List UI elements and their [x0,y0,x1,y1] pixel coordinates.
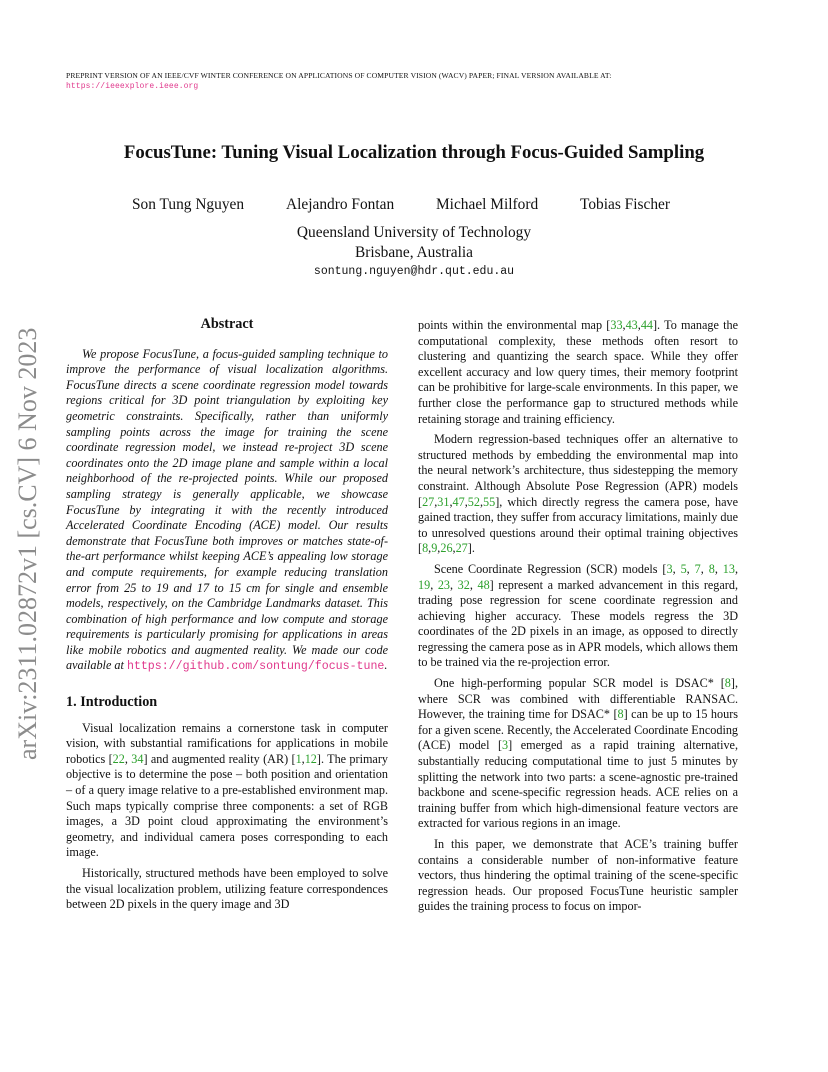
citation-link[interactable]: 5 [680,561,687,576]
affiliation-location: Brisbane, Australia [355,244,473,261]
intro-paragraph-1 [66,721,388,861]
citation-link[interactable]: 3 [502,738,509,753]
text-run: ] can be up to 15 hours for a given scene. Recently, the Accelerated Coordinate Encoding (ACE) model [ [418,707,739,753]
preprint-notice: PREPRINT VERSION OF AN IEEE/CVF WINTER CONFERENCE ON APPLICATIONS OF COMPUTER VISION (WACV) PAPER; FINAL VERSION AVAILABLE AT: [66,71,612,80]
author-1: Son Tung Nguyen [132,196,245,213]
text-run: ], where SCR was combined with differentiable RANSAC. However, the training time for DSAC* [ [418,676,738,722]
header-url-link[interactable]: https://ieeexplore.ieee.org [66,82,199,91]
text-run: , [449,494,453,509]
text-run: ]. To manage the computational complexity, these methods often resort to clustering and quantizing the search space. While they offer excellent accuracy and low query times, their memory footprint can be prohibitive for large-scale environments. In this paper, we further close the performance gap to structured methods while retaining storage and training efficiency. [418,318,738,426]
affiliation [0,223,828,263]
citation-link[interactable]: 12 [304,751,317,766]
text-run: , [464,494,468,509]
citation-link[interactable]: 47 [452,494,465,509]
text-run: , [428,541,432,556]
text-run: , [469,577,478,592]
author-2: Alejandro Fontan [286,196,395,213]
paper-title: FocusTune: Tuning Visual Localization through Focus-Guided Sampling [123,142,705,163]
left-column [66,317,388,913]
text-run: Scene Coordinate Regression (SCR) models [ [434,561,667,576]
text-run: , [450,577,458,592]
citation-link[interactable]: 43 [625,318,638,332]
citation-link[interactable]: 26 [440,541,453,556]
text-run: , [430,577,438,592]
abstract-text [66,347,388,675]
text-run: ] and augmented reality (AR) [ [143,751,296,766]
text-run: , [479,494,483,509]
abstract-end: . [384,658,388,673]
citation-link[interactable]: 27 [455,541,468,556]
citation-link[interactable]: 23 [437,577,451,592]
abstract-heading: Abstract [200,316,254,332]
text-run: , [672,561,681,576]
affiliation-institution: Queensland University of Technology [296,224,532,241]
citation-link[interactable]: 33 [610,318,623,332]
body-paragraph-5: In this paper, we demonstrate that ACE’s training buffer contains a considerable number of non-informative feature vectors, thus hindering the optimal training of the scene-specific regression heads. Our proposed FocusTune heuristic sampler guides the training process to focus on impor- [418,837,738,914]
citation-link[interactable]: 8 [708,561,715,576]
citation-link[interactable]: 1 [295,751,302,766]
text-run: One high-performing popular SCR model is DSAC* [ [434,676,725,691]
citation-link[interactable]: 7 [694,561,701,576]
text-run: ]. The primary objective is to determine the pose – both position and orientation – of a query image relative to a pre-established environment map. Such maps typically comprise three components: a set of RGB images, a 3D point cloud approximating the environment’s geometry, and individual camera poses corresponding to each image. [66,751,388,860]
citation-link[interactable]: 44 [640,318,653,332]
arxiv-stamp: arXiv:2311.02872v1 [cs.CV] 6 Nov 2023 [13,327,42,760]
text-run: , [637,318,641,332]
text-run: , [452,541,456,556]
text-run: , [437,541,441,556]
citation-link[interactable]: 8 [422,541,429,556]
text-run: , [714,561,723,576]
citation-link[interactable]: 48 [477,577,490,592]
text-run: , [124,751,132,766]
citation-link[interactable]: 3 [666,561,673,576]
author-4: Tobias Fischer [580,196,670,213]
citation-link[interactable]: 34 [131,751,144,766]
right-column [418,318,738,915]
body-paragraph-3 [418,562,738,671]
citation-link[interactable]: 19 [418,577,431,592]
citation-link[interactable]: 8 [724,676,731,691]
citation-link[interactable]: 9 [431,541,438,556]
citation-link[interactable]: 13 [722,561,735,576]
text-run: Visual localization remains a cornerstone task in computer vision, with substantial ramifications for applications in mobile robotics [ [66,720,388,766]
body-paragraph-1 [418,318,738,427]
text-run: points within the environmental map [ [418,318,611,332]
text-run: , [700,561,709,576]
citation-link[interactable]: 31 [437,494,450,509]
text-run: ]. [467,541,475,556]
text-run: ] emerged as a rapid training alternative, substantially reducing computational time to just 5 minutes by splitting the network into two parts: a scene-agnostic pre-trained backbone and scene-specific regression heads. ACE relies on a training buffer from which high-dimensional feature vectors are extracted for various regions in an image. [418,738,739,831]
author-3: Michael Milford [436,196,539,213]
text-run: , [734,561,739,576]
text-run: , [434,494,438,509]
text-run: , [622,318,626,332]
citation-link[interactable]: 55 [483,494,496,509]
citation-link[interactable]: 27 [422,494,435,509]
body-paragraph-4 [418,676,738,832]
author-email: sontung.nguyen@hdr.qut.edu.au [313,265,515,278]
text-run: , [301,751,305,766]
text-run: , [686,561,695,576]
intro-paragraph-2: Historically, structured methods have been employed to solve the visual localization problem, utilizing feature correspondences between 2D pixels in the query image and 3D [66,866,388,912]
citation-link[interactable]: 8 [617,707,624,722]
text-run: ], which directly regress the camera pose, have gained traction, they suffer from accuracy limitations, mainly due to unresolved questions around their optimal training objectives [ [418,494,738,556]
abstract-body: We propose FocusTune, a focus-guided sampling technique to improve the performance of visual localization algorithms. FocusTune directs a scene coordinate regression model towards regions critical for 3D point triangulation by exploiting key geometric constraints. Specifically, rather than uniformly sampling points across the image for training the scene coordinate regression model, we instead re-project 3D scene coordinates onto the 2D image plane and sample within a local neighborhood of the re-projected points. While our proposed sampling strategy is generally applicable, we showcase FocusTune by integrating it with the recently introduced Accelerated Coordinate Encoding (ACE) model. Our results demonstrate that FocusTune both improves or matches state-of-the-art performance whilst keeping ACE’s appealing low storage and compute requirements, for example reducing translation error from 25 to 19 and 17 to 15 cm for single and ensemble models, respectively, on the Cambridge Landmarks dataset. This combination of high performance and low compute and storage requirements is particularly promising for applications in areas like mobile robotics and augmented reality. We made our code available at [66,346,388,673]
text-run: ] represent a marked advancement in this regard, trading pose regression for scene coordinate regression and achieving higher accuracy. These models regress the 3D coordinates of the 2D pixels in an image, as opposed to directly regressing the camera pose as in APR models, which allows them to be trained via the re-projection error. [418,577,739,670]
citation-link[interactable]: 22 [112,751,125,766]
body-paragraph-2 [418,432,738,557]
preprint-header [66,70,766,92]
citation-link[interactable]: 52 [467,494,480,509]
text-run: Modern regression-based techniques offer an alternative to structured methods by embedding the environmental map into the neural network’s architecture, thus sidestepping the memory constraint. Although Absolute Pose Regression (APR) models [ [418,432,738,509]
section-heading-introduction: 1. Introduction [66,694,158,711]
code-link[interactable]: https://github.com/sontung/focus-tune [126,660,385,674]
citation-link[interactable]: 32 [457,577,470,592]
